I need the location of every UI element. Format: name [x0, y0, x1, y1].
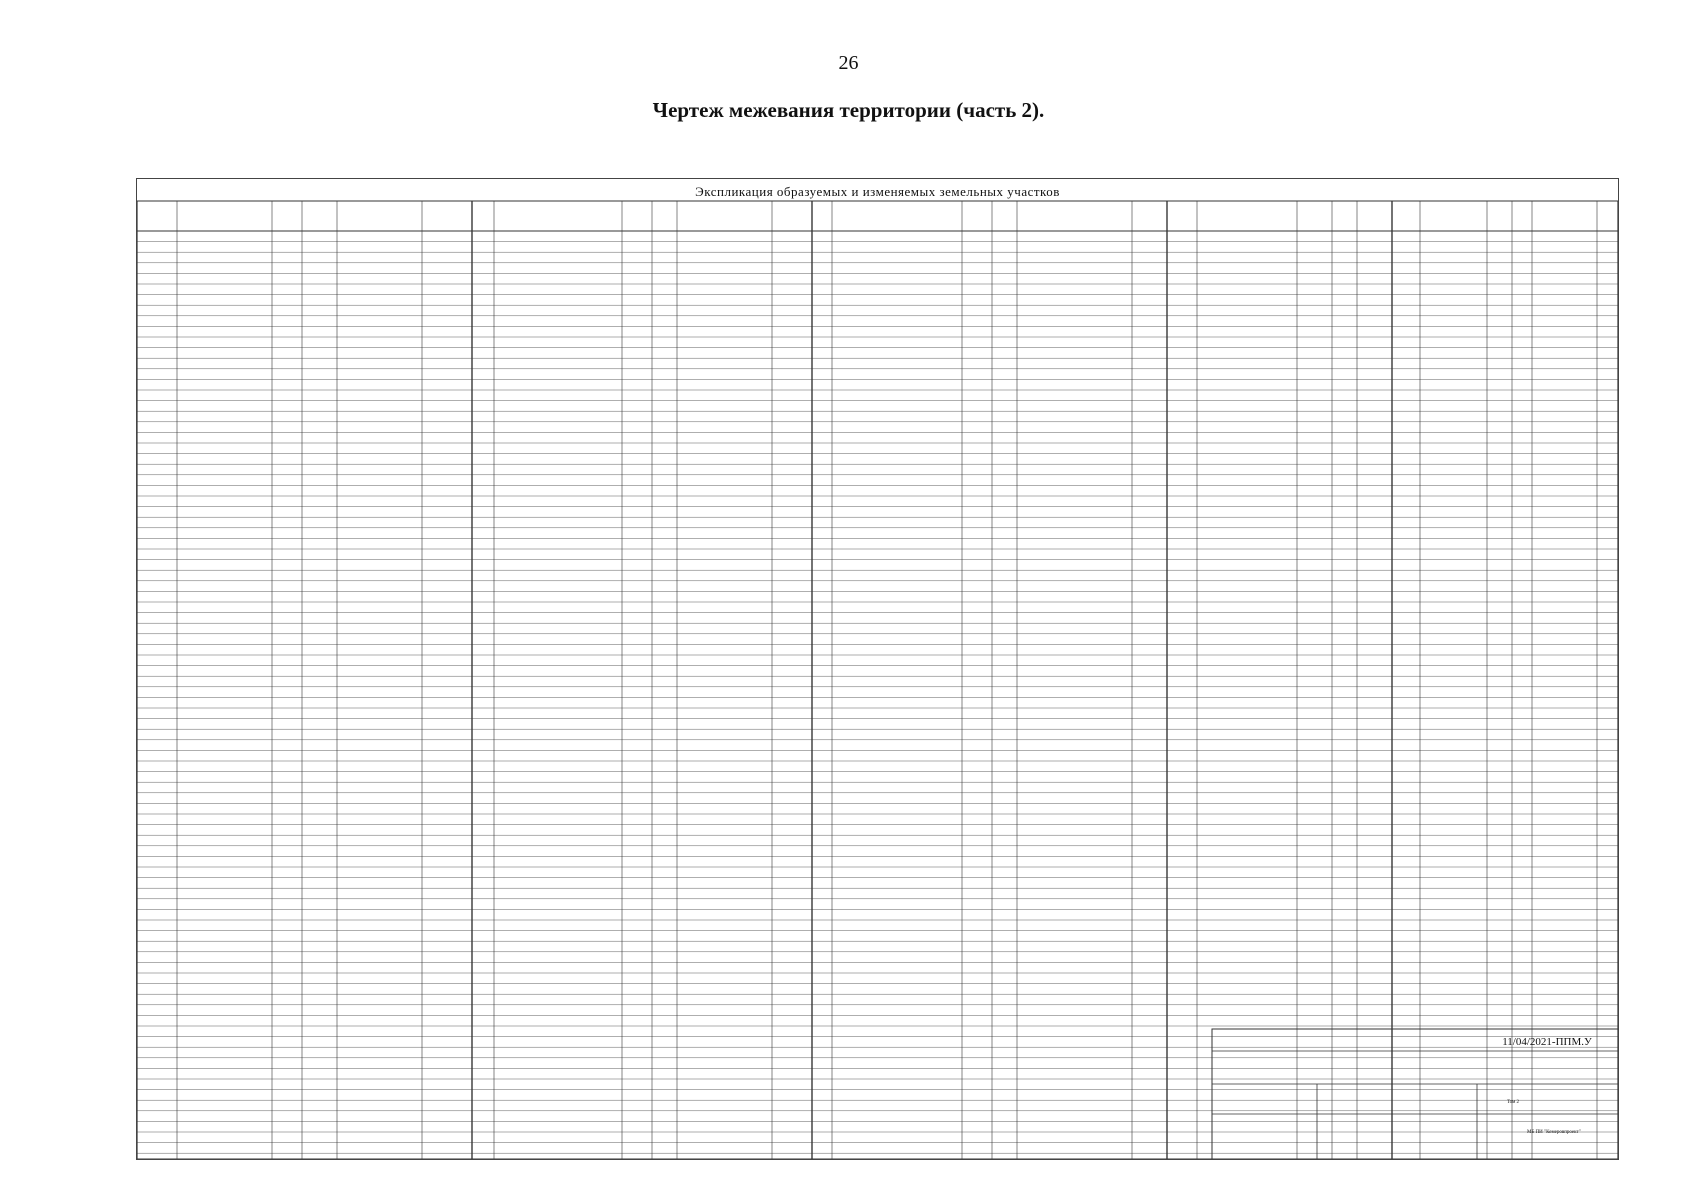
page-number: 26: [838, 52, 859, 74]
page-title: Чертеж межевания территории (часть 2).: [652, 98, 1045, 122]
stamp-company: МБ ПИ "Кемеровпроект": [1527, 1130, 1581, 1135]
table-title: Экспликация образуемых и изменяемых земельных участков: [695, 184, 1060, 199]
stamp-sheet-name: Том 2: [1507, 1100, 1519, 1105]
stamp-document-code: 11/04/2021-ППМ.У: [1502, 1036, 1592, 1048]
drawing-sheet: [136, 178, 1619, 1160]
stamp-frame: [1212, 1029, 1618, 1159]
table-grid: [137, 179, 1618, 1159]
